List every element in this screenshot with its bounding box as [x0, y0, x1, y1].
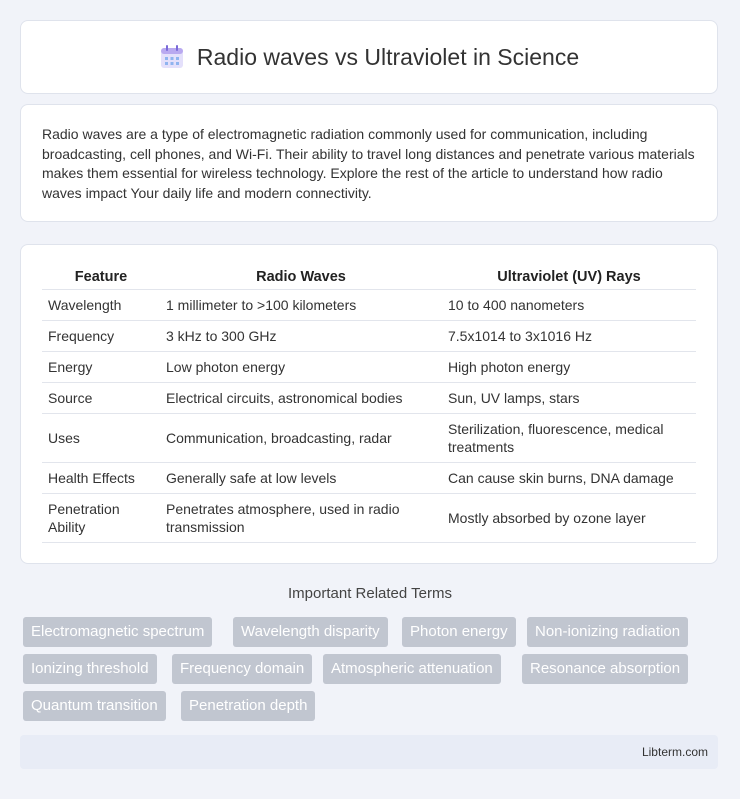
table-row [42, 414, 696, 463]
table-header-uv: Ultraviolet (UV) Rays [442, 265, 696, 290]
table-row [42, 494, 696, 543]
term-tag[interactable]: Frequency domain [172, 654, 312, 684]
table-cell: Source [42, 383, 160, 414]
table-cell: Penetrates atmosphere, used in radio transmission [160, 494, 442, 543]
table-cell: Electrical circuits, astronomical bodies [160, 383, 442, 414]
table-cell: Health Effects [42, 463, 160, 494]
table-header-feature: Feature [42, 265, 160, 290]
table-row [42, 463, 696, 494]
term-tag[interactable]: Photon energy [402, 617, 516, 647]
term-tag[interactable]: Wavelength disparity [233, 617, 388, 647]
footer [20, 735, 718, 769]
calendar-icon [159, 44, 185, 70]
page-title: Radio waves vs Ultraviolet in Science [196, 43, 580, 70]
term-tag[interactable]: Quantum transition [23, 691, 166, 721]
table-cell: Communication, broadcasting, radar [160, 414, 442, 463]
table-row [42, 383, 696, 414]
table-cell: Penetration Ability [42, 494, 160, 543]
table-cell: Can cause skin burns, DNA damage [442, 463, 696, 494]
table-row [42, 290, 696, 321]
intro-paragraph: Radio waves are a type of electromagnetic radiation commonly used for communication, including broadcasting, cell phones, and Wi-Fi. Their ability to travel long distances and penetrate various materials makes them essential for wireless technology. Explore the rest of the article to understand how radio waves impact Your daily life and modern connectivity. [20, 104, 718, 222]
term-tag[interactable]: Penetration depth [181, 691, 315, 721]
table-cell: Frequency [42, 321, 160, 352]
term-tag[interactable]: Electromagnetic spectrum [23, 617, 212, 647]
table-cell: Uses [42, 414, 160, 463]
comparison-table [42, 265, 696, 543]
term-tag[interactable]: Ionizing threshold [23, 654, 157, 684]
term-tag[interactable]: Resonance absorption [522, 654, 688, 684]
table-cell: Sun, UV lamps, stars [442, 383, 696, 414]
table-cell: 7.5x1014 to 3x1016 Hz [442, 321, 696, 352]
table-cell: Sterilization, fluorescence, medical treatments [442, 414, 696, 463]
table-cell: Generally safe at low levels [160, 463, 442, 494]
term-tag[interactable]: Non-ionizing radiation [527, 617, 688, 647]
related-terms-title: Important Related Terms [288, 585, 452, 602]
term-tag[interactable]: Atmospheric attenuation [323, 654, 501, 684]
table-row [42, 321, 696, 352]
table-cell: Wavelength [42, 290, 160, 321]
header-card [20, 20, 718, 94]
table-row [42, 352, 696, 383]
table-cell: Energy [42, 352, 160, 383]
table-cell: Low photon energy [160, 352, 442, 383]
comparison-table-card [20, 244, 718, 564]
table-cell: Mostly absorbed by ozone layer [442, 494, 696, 543]
table-cell: High photon energy [442, 352, 696, 383]
table-header-radio: Radio Waves [160, 265, 442, 290]
table-cell: 10 to 400 nanometers [442, 290, 696, 321]
table-cell: 1 millimeter to >100 kilometers [160, 290, 442, 321]
table-cell: 3 kHz to 300 GHz [160, 321, 442, 352]
footer-site-link[interactable]: Libterm.com [641, 745, 708, 759]
